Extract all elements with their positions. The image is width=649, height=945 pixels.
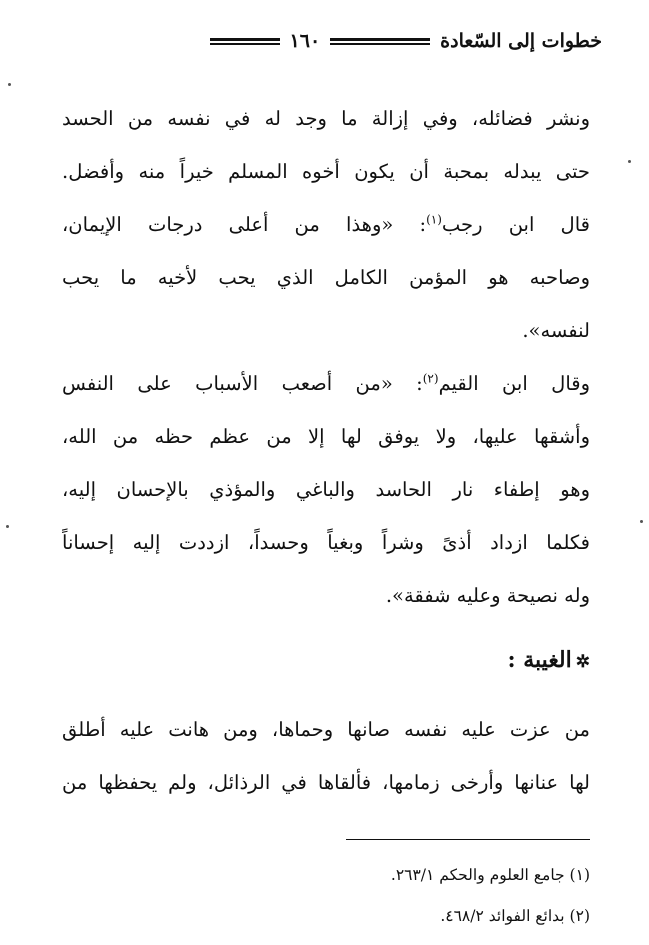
star-icon: ✲ (575, 652, 590, 672)
text-line-with-footnote (62, 198, 590, 251)
header-title: خطوات إلى السّعادة (440, 30, 602, 52)
text-line: فكلما ازداد أذىً وشراً وبغياً وحسداً، ازددت إليه إحساناً (62, 531, 590, 554)
text-line-with-footnote (62, 357, 590, 410)
text-line: من عزت عليه نفسه صانها وحماها، ومن هانت عليه أطلق (62, 718, 590, 741)
footnote-divider (346, 839, 590, 840)
quote-start: : «من أصعب الأسباب على النفس (62, 372, 423, 395)
quote-attribution: وقال ابن القيم (438, 372, 590, 395)
footnote-ref-2: (٢) (422, 371, 439, 386)
footnote-2: (٢) بدائع الفوائد ٤٦٨/٢. (440, 907, 590, 925)
quote-start: : «وهذا من أعلى درجات الإيمان، (62, 213, 427, 236)
scan-speck (640, 520, 643, 523)
page-number: ١٦٠ (289, 30, 321, 52)
text-line: وهو إطفاء نار الحاسد والباغي والمؤذي بالإحسان إليه، (62, 478, 590, 501)
text-line: وأشقها عليها، ولا يوفق لها إلا من عظم حظه من الله، (62, 425, 590, 448)
header-rule-right (330, 38, 430, 45)
section-heading (62, 640, 590, 682)
text-line: وصاحبه هو المؤمن الكامل الذي يحب لأخيه ما يحب (62, 266, 590, 289)
footnotes (290, 855, 590, 937)
footnote-1: (١) جامع العلوم والحكم ٢٦٣/١. (390, 866, 590, 884)
text-line: ونشر فضائله، وفي إزالة ما وجد له في نفسه من الحسد (62, 107, 590, 130)
footnote-ref-1: (١) (426, 212, 442, 227)
quote-attribution: قال ابن رجب (441, 213, 590, 236)
scan-speck (6, 525, 9, 528)
text-line: حتى يبدله بمحبة أن يكون أخوه المسلم خيراً منه وأفضل. (62, 160, 590, 183)
running-header (62, 24, 602, 58)
second-paragraph (62, 703, 590, 809)
text-line: لها عنانها وأرخى زمامها، فألقاها في الرذائل، ولم يحفظها من (62, 771, 590, 794)
text-line: لنفسه». (522, 319, 590, 342)
scan-speck (8, 83, 11, 86)
section-heading-text: الغيبة : (507, 647, 572, 673)
text-line: وله نصيحة وعليه شفقة». (385, 584, 590, 607)
scan-speck (628, 160, 631, 163)
main-paragraph (62, 92, 590, 622)
header-rule-left (210, 38, 280, 45)
